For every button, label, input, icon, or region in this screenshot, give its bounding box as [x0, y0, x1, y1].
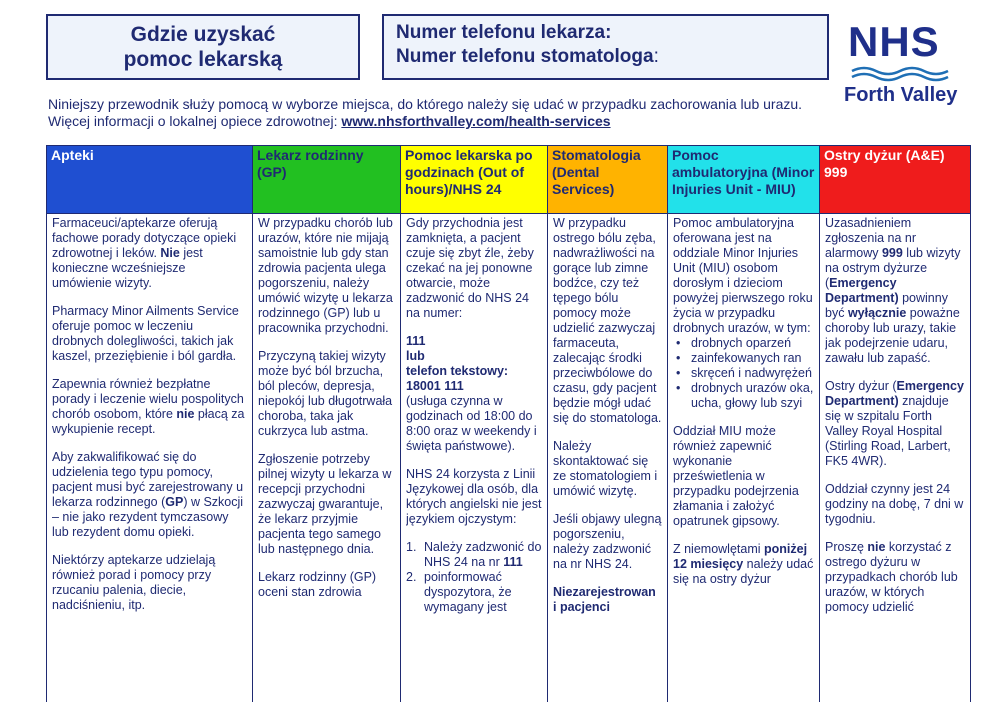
ooh-hours: (usługa czynna w godzinach od 18:00 do 8:00 oraz w weekendy i święta państwowe). [406, 394, 537, 453]
list-item: • drobnych urazów oka, ucha, głowy lub szyi [673, 381, 814, 411]
miu-paragraph: Oddział MIU może również zapewnić wykonanie prześwietlenia w przypadku podejrzenia złamania i założyć opatrunek gipsowy. [673, 424, 799, 528]
column-header-ae: Ostry dyżur (A&E) 999 [820, 146, 971, 214]
ooh-paragraph: NHS 24 korzysta z Linii Językowej dla osób, dla których angielski nie jest językiem ojczystym: [406, 467, 542, 526]
phone-numbers-box [382, 14, 829, 80]
health-services-link[interactable]: www.nhsforthvalley.com/health-services [341, 113, 611, 129]
gp-paragraph: Przyczyną takiej wizyty może być ból brzucha, ból pleców, depresja, niepokój lub długotrwała choroba, taka jak cukrzyca lub astma. [258, 349, 393, 438]
column-header-out-of-hours: Pomoc lekarska po godzinach (Out of hours)/NHS 24 [401, 146, 548, 214]
ae-paragraph: Ostry dyżur (Emergency Department) znajduje się w szpitalu Forth Valley Royal Hospital (Stirling Road, Larbert, FK5 4WR). [825, 379, 964, 468]
dental-paragraph: Należy skontaktować się ze stomatologiem i umówić wizytę. [553, 439, 658, 498]
ooh-numbers [406, 334, 542, 454]
out-of-hours-cell [401, 214, 548, 702]
nhs-logo-text: NHS [848, 18, 940, 65]
intro-line-2 [48, 113, 838, 130]
services-table [46, 145, 971, 702]
nhs-forth-valley-logo [842, 20, 960, 110]
region-name: Forth Valley [844, 84, 958, 106]
dental-paragraph: Jeśli objawy ulegną pogorszeniu, należy zadzwonić na nr NHS 24. [553, 512, 662, 571]
pharmacy-paragraph: Aby zakwalifikować się do udzielenia tego typu pomocy, pacjent musi być zarejestrowany u lekarza rodzinnego (GP) w Szkocji – nie jako rezydent tymczasowy lub rezydent domu opieki. [52, 450, 244, 539]
miu-cell [668, 214, 820, 702]
page-title: Gdzie uzyskać pomoc lekarską [123, 23, 283, 71]
list-item: • skręceń i nadwyrężeń [673, 366, 814, 381]
pharmacy-paragraph: Zapewnia również bezpłatne porady i leczenie wielu pospolitych chorób osobom, które nie płacą za wykupienie recept. [52, 377, 245, 436]
ae-paragraph: Uzasadnieniem zgłoszenia na nr alarmowy 999 lub wizyty na ostrym dyżurze (Emergency Department) powinny być wyłącznie poważne choroby lub urazy, takie jak podejrzenie udaru, zawału lub zapaść. [825, 216, 961, 365]
pharmacy-paragraph: Niektórzy aptekarze udzielają również porad i pomocy przy rzucaniu palenia, diecie, nadciśnieniu, itp. [52, 553, 216, 612]
ooh-or: lub [406, 349, 425, 363]
list-item: 2. poinformować dyspozytora, że wymagany jest [406, 570, 512, 614]
gp-paragraph: W przypadku chorób lub urazów, które nie mijają samoistnie lub gdy stan zdrowia pacjenta ulega pogorszeniu, należy umówić wizytę u lekarza rodzinnego (GP) lub u pracownika przychodni. [258, 216, 393, 335]
intro-line-1: Niniejszy przewodnik służy pomocą w wyborze miejsca, do którego należy się udać w przypadku zachorowania lub urazu. [48, 96, 803, 112]
gp-paragraph: Zgłoszenie potrzeby pilnej wizyty u lekarza w recepcji przychodni zazwyczaj gwarantuje, że lekarz przyjmie pacjenta tego samego lub następnego dnia. [258, 452, 392, 556]
list-item: • zainfekowanych ran [673, 351, 814, 366]
ooh-number: 111 [406, 334, 426, 348]
ae-paragraph: Proszę nie korzystać z ostrego dyżuru w przypadkach chorób lub urazów, w których pomocy udzielić [825, 540, 958, 614]
title-box [46, 14, 360, 80]
intro-line-2-prefix: Więcej informacji o lokalnej opiece zdrowotnej: [48, 113, 342, 129]
list-item: 1. Należy zadzwonić do NHS 24 na nr 111 [406, 540, 542, 569]
ae-cell [820, 214, 971, 702]
ooh-paragraph: Gdy przychodnia jest zamknięta, a pacjent czuje się zbyt źle, żeby czekać na jej ponowne otwarcie, może zadzwonić do NHS 24 na numer: [406, 216, 534, 320]
miu-paragraph: Pomoc ambulatoryjna oferowana jest na oddziale Minor Injuries Unit (MIU) osobom dorosłym i dzieciom powyżej pierwszego roku życia w przypadku drobnych urazów, w tym: [673, 216, 813, 335]
table-body-row [47, 214, 971, 702]
pharmacy-paragraph: Farmaceuci/aptekarze oferują fachowe porady dotyczące opieki zdrowotnej i leków. Nie jest konieczne wcześniejsze umówienie wizyty. [52, 216, 237, 290]
column-header-pharmacy: Apteki [47, 146, 253, 214]
dental-paragraph: Niezarejestrowan i pacjenci [553, 585, 656, 614]
dentist-phone-colon: : [653, 46, 659, 67]
dental-paragraph: W przypadku ostrego bólu zęba, nadwrażliwości na gorące lub zimne bodźce, czy też tępego bólu pomocy może udzielić zazwyczaj farmaceuta, zalecając środki przeciwbólowe do czasu, gdy pacjent będzie mógł udać się do stomatologa. [553, 216, 662, 425]
dental-cell [548, 214, 668, 702]
ooh-text-phone: telefon tekstowy: 18001 111 [406, 364, 509, 393]
column-header-gp: Lekarz rodzinny (GP) [253, 146, 401, 214]
waves-icon [850, 66, 956, 84]
dentist-phone-row [396, 45, 815, 69]
table-header-row [47, 146, 971, 214]
list-item: • drobnych oparzeń [673, 336, 814, 351]
ooh-steps [406, 540, 542, 615]
intro-text [48, 96, 838, 130]
column-header-dental: Stomatologia (Dental Services) [548, 146, 668, 214]
gp-cell [253, 214, 401, 702]
gp-paragraph: Lekarz rodzinny (GP) oceni stan zdrowia [258, 570, 377, 599]
miu-paragraph: Z niemowlętami poniżej 12 miesięcy należy udać się na ostry dyżur [673, 542, 814, 586]
dentist-phone-label: Numer telefonu stomatologa [396, 46, 654, 67]
ae-paragraph: Oddział czynny jest 24 godziny na dobę, 7 dni w tygodniu. [825, 482, 964, 526]
doctor-phone-label: Numer telefonu lekarza: [396, 22, 612, 43]
column-header-miu: Pomoc ambulatoryjna (Minor Injuries Unit - MIU) [668, 146, 820, 214]
miu-injury-list [673, 336, 814, 411]
pharmacy-paragraph: Pharmacy Minor Ailments Service oferuje pomoc w leczeniu drobnych dolegliwości, takich jak kaszel, przeziębienie i ból gardła. [52, 304, 239, 363]
pharmacy-cell [47, 214, 253, 702]
